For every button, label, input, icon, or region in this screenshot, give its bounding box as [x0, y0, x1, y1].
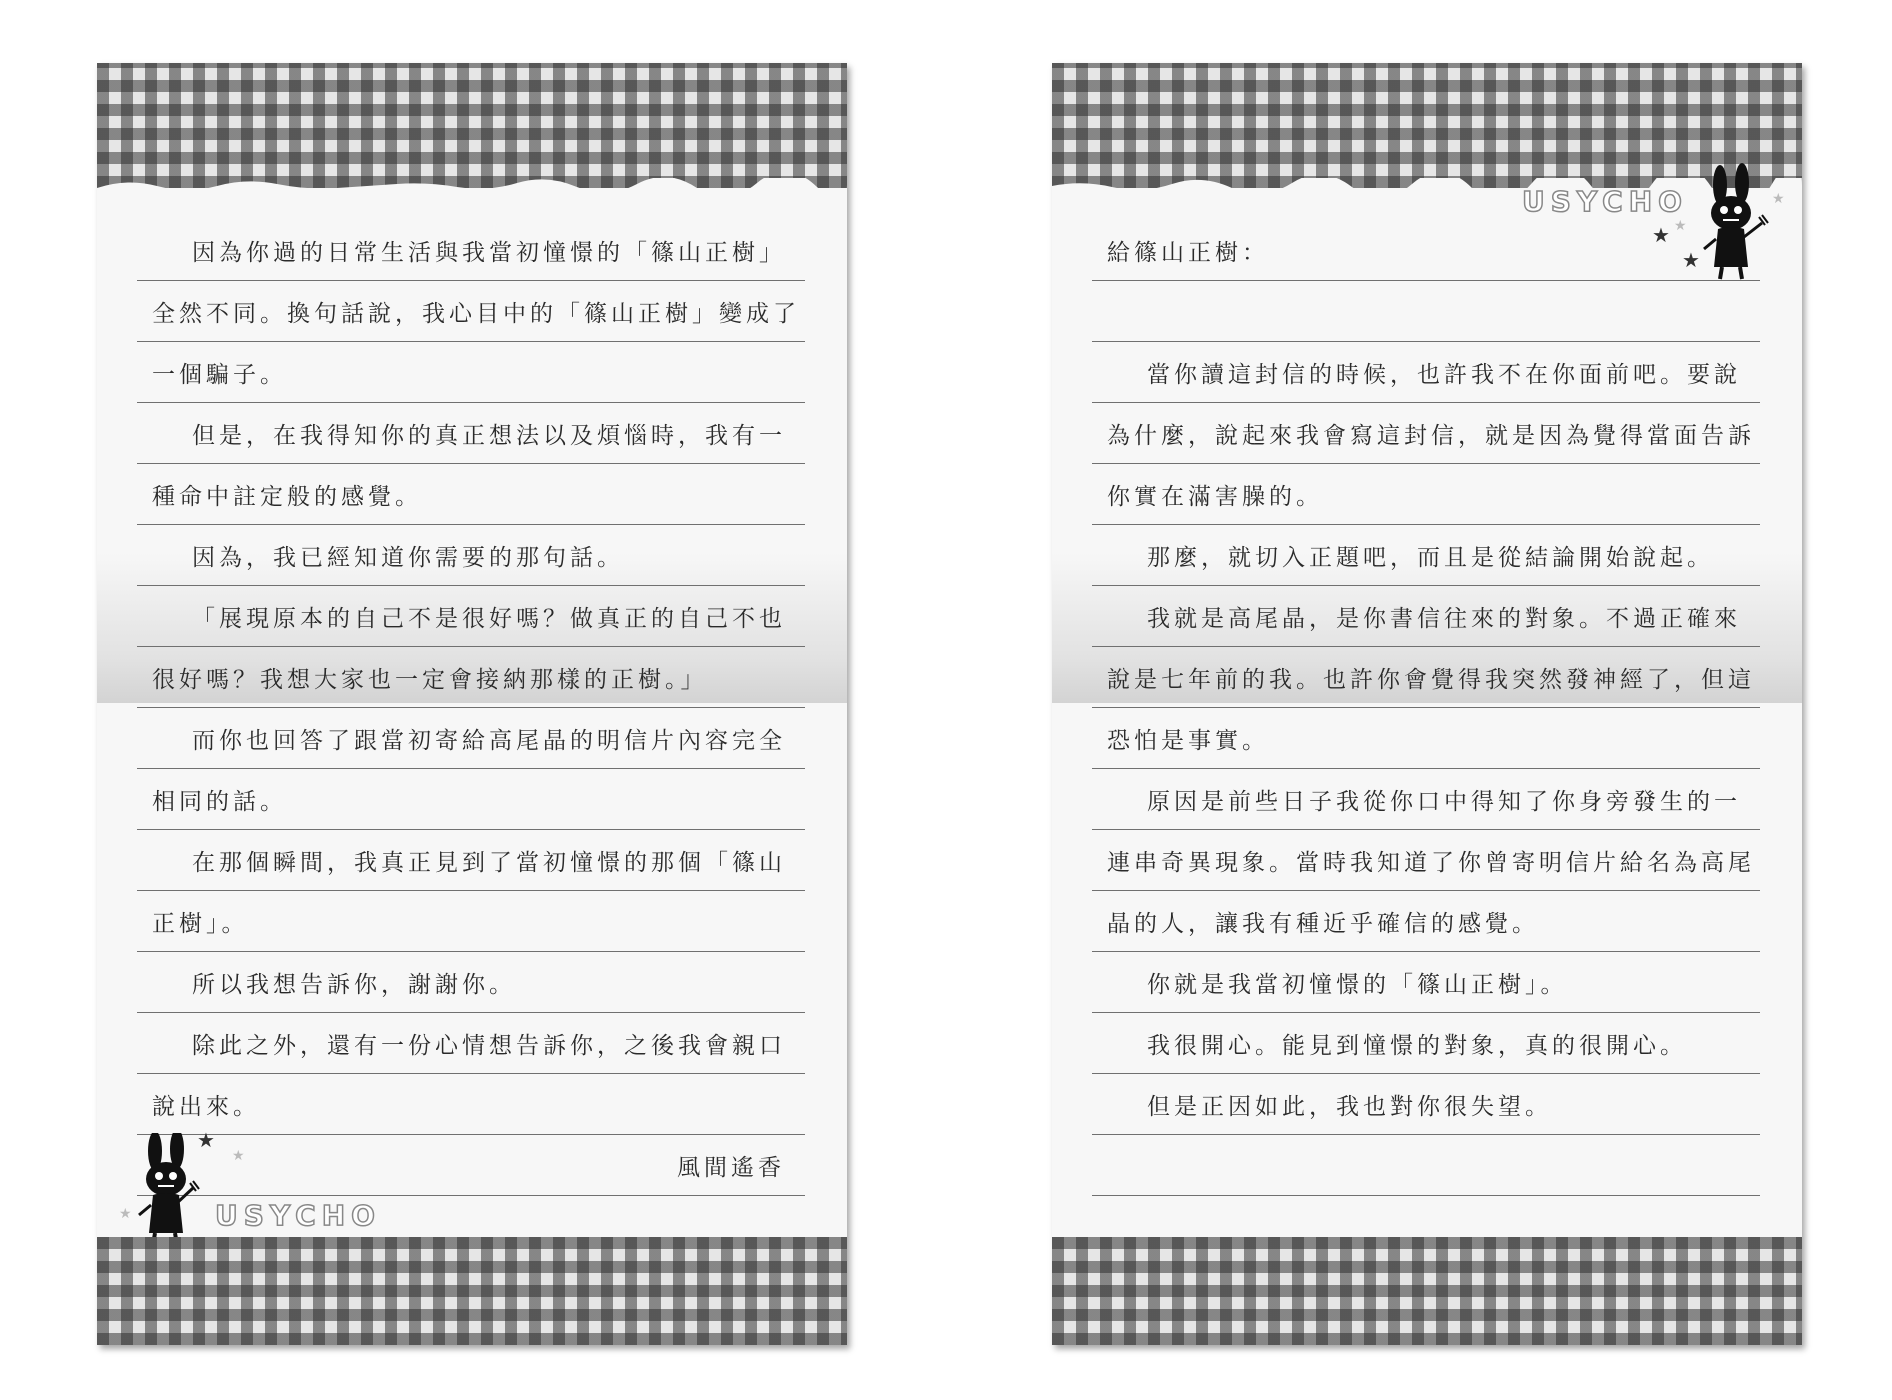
- letter-line: [137, 708, 805, 769]
- gingham-footer: [1052, 1237, 1802, 1345]
- letter-line: [137, 952, 805, 1013]
- letter-line-text: 為什麼，說起來我會寫這封信，就是因為覺得當面告訴: [1107, 423, 1755, 449]
- gingham-header: [97, 63, 847, 188]
- letter-line: [137, 525, 805, 586]
- letter-line-text: 說是七年前的我。也許你會覺得我突然發神經了，但這: [1107, 667, 1755, 693]
- letter-line-text: 種命中註定般的感覺。: [152, 484, 422, 510]
- letter-line: [1092, 464, 1760, 525]
- letter-line-text: 除此之外，還有一份心情想告訴你，之後我會親口: [192, 1033, 786, 1059]
- letter-line-text: 那麼，就切入正題吧，而且是從結論開始說起。: [1147, 545, 1714, 571]
- torn-edge: [97, 178, 847, 198]
- letter-line: [137, 1074, 805, 1135]
- letter-line-text: 給篠山正樹：: [1107, 240, 1269, 266]
- letter-line-text: 晶的人，讓我有種近乎確信的感覺。: [1107, 911, 1539, 937]
- letter-line-text: 所以我想告訴你，謝謝你。: [192, 972, 516, 998]
- letter-line: [137, 220, 805, 281]
- letter-lines: [1092, 220, 1760, 1196]
- letter-line: [1092, 952, 1760, 1013]
- letter-line-text: 因為你過的日常生活與我當初憧憬的「篠山正樹」: [192, 240, 786, 266]
- letter-page-right: [1052, 63, 1802, 1345]
- letter-line: [1092, 708, 1760, 769]
- star-icon: ★: [197, 1128, 215, 1152]
- letter-line-text: 當你讀這封信的時候，也許我不在你面前吧。要說: [1147, 362, 1741, 388]
- letter-line-text: 你實在滿害臊的。: [1107, 484, 1323, 510]
- letter-line-text: 正樹」。: [152, 911, 249, 937]
- gingham-footer: [97, 1237, 847, 1345]
- letter-line: [137, 464, 805, 525]
- star-icon: ★: [1652, 223, 1670, 247]
- letter-line: [137, 403, 805, 464]
- letter-line: [1092, 281, 1760, 342]
- letter-line-text: 我就是高尾晶，是你書信往來的對象。不過正確來: [1147, 606, 1741, 632]
- letter-line: [1092, 647, 1760, 708]
- letter-line-text: 原因是前些日子我從你口中得知了你身旁發生的一: [1147, 789, 1741, 815]
- letter-line: [1092, 891, 1760, 952]
- letter-line: [1092, 830, 1760, 891]
- star-icon: ★: [1682, 248, 1700, 272]
- letter-line: [1092, 769, 1760, 830]
- letter-line: [1092, 586, 1760, 647]
- letter-line: [137, 891, 805, 952]
- letter-line: [137, 586, 805, 647]
- letter-line: [137, 830, 805, 891]
- star-icon: ★: [1674, 218, 1687, 234]
- letter-line-text: 相同的話。: [152, 789, 287, 815]
- letter-line: [137, 1013, 805, 1074]
- star-icon: ★: [232, 1148, 245, 1164]
- letter-line-text: 恐怕是事實。: [1107, 728, 1269, 754]
- letter-line-text: 因為，我已經知道你需要的那句話。: [192, 545, 624, 571]
- letter-line-text: 很好嗎？我想大家也一定會接納那樣的正樹。」: [152, 667, 708, 693]
- letter-line-text: 「展現原本的自己不是很好嗎？做真正的自己不也: [192, 606, 786, 632]
- letter-line-text: 全然不同。換句話說，我心目中的「篠山正樹」變成了: [152, 301, 800, 327]
- letter-line: [1092, 1135, 1760, 1196]
- letter-line: [1092, 342, 1760, 403]
- letter-line: [1092, 1074, 1760, 1135]
- brand-label: USYCHO: [1522, 185, 1688, 218]
- bunny-mascot-icon: [125, 1133, 245, 1253]
- letter-line-text: 但是正因如此，我也對你很失望。: [1147, 1094, 1552, 1120]
- letter-lines: [137, 220, 805, 1196]
- brand-label: USYCHO: [215, 1199, 381, 1232]
- letter-line: [137, 769, 805, 830]
- star-icon: ★: [119, 1206, 132, 1222]
- star-icon: ★: [1772, 191, 1785, 207]
- letter-line: [1092, 1013, 1760, 1074]
- letter-line: [1092, 403, 1760, 464]
- letter-line-text: 一個騙子。: [152, 362, 287, 388]
- letter-line-text: 我很開心。能見到憧憬的對象，真的很開心。: [1147, 1033, 1687, 1059]
- letter-line-text: 你就是我當初憧憬的「篠山正樹」。: [1147, 972, 1568, 998]
- letter-line-text: 說出來。: [152, 1094, 260, 1120]
- letter-page-left: [97, 63, 847, 1345]
- signature-text: 風間遙香: [677, 1155, 785, 1181]
- letter-line-text: 但是，在我得知你的真正想法以及煩惱時，我有一: [192, 423, 786, 449]
- letter-line: [137, 647, 805, 708]
- letter-line: [137, 281, 805, 342]
- letter-line-text: 連串奇異現象。當時我知道了你曾寄明信片給名為高尾: [1107, 850, 1755, 876]
- letter-line: [1092, 525, 1760, 586]
- letter-line-text: 而你也回答了跟當初寄給高尾晶的明信片內容完全: [192, 728, 786, 754]
- letter-line-text: 在那個瞬間，我真正見到了當初憧憬的那個「篠山: [192, 850, 786, 876]
- letter-line: [137, 342, 805, 403]
